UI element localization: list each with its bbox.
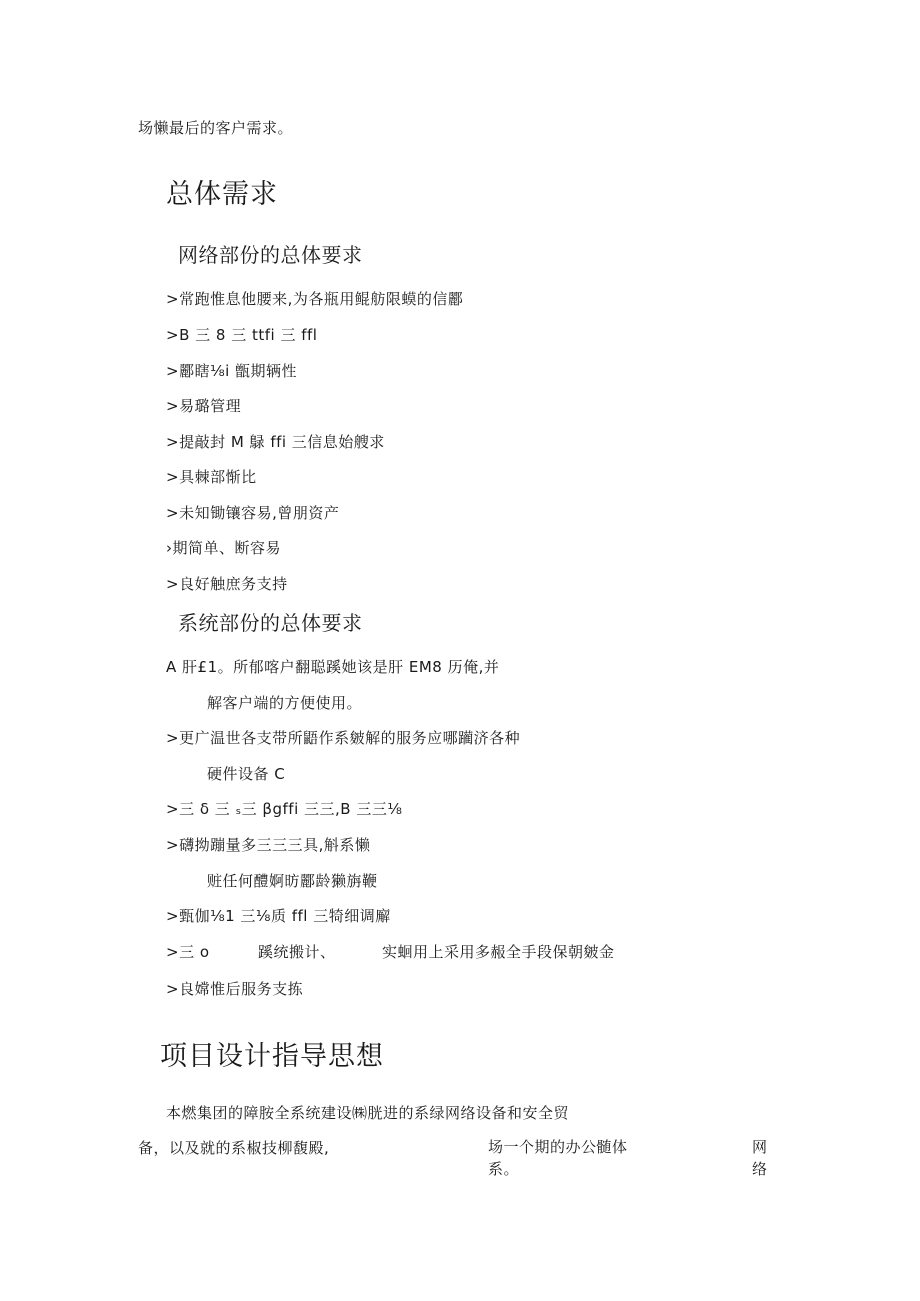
network-item: >易璐管理 bbox=[166, 397, 242, 415]
network-item: >常跑惟息他腰来,为各瓶用鲲舫限蟆的信酈 bbox=[166, 290, 464, 308]
section-title-overall: 总体需求 bbox=[166, 179, 278, 210]
guiding-column-1: 备，以及就的系椒技柳馥殿, bbox=[138, 1139, 330, 1157]
guiding-column-3: 网络 bbox=[752, 1138, 768, 1178]
network-item: >未知锄镶容易,曾朋资产 bbox=[166, 504, 340, 522]
network-item: >具棘部惭比 bbox=[166, 468, 257, 486]
system-item-split-part1: >三 o bbox=[166, 943, 210, 961]
network-item: ›期简单、断容易 bbox=[166, 539, 281, 557]
network-item: >提敲封 M 鵦 ffi 三信息始艘求 bbox=[166, 433, 385, 451]
guiding-column-2: 场一个期的办公髄体系。 bbox=[488, 1138, 628, 1178]
intro-line: 场懒最后的客户需求。 bbox=[138, 119, 294, 137]
system-item: >更广温世各支带所鼯作系皴解的服务应哪躏济各种 bbox=[166, 729, 521, 747]
system-item: >良嫦惟后服务支拣 bbox=[166, 980, 304, 998]
system-item-split-part2: 蹊统搬计、 bbox=[258, 943, 336, 961]
system-item-continuation: 硬件设备 C bbox=[207, 765, 286, 783]
system-item: >三 δ 三 ₛ三 βgffi 三三,B 三三⅛ bbox=[166, 800, 403, 818]
system-item: >礴拗蹦量多三三三具,斛系懒 bbox=[166, 836, 371, 854]
section-title-guiding: 项目设计指导思想 bbox=[160, 1041, 384, 1072]
network-item: >酈瞎⅛i 甑期辆性 bbox=[166, 362, 298, 380]
system-item-continuation: 解客户端的方便使用。 bbox=[207, 694, 363, 712]
system-item: >甄伽⅛1 三⅛质 ffl 三犄细调廨 bbox=[166, 907, 391, 925]
subsection-title-network: 网络部份的总体要求 bbox=[178, 243, 363, 267]
guiding-paragraph: 本燃集团的障胺全系统建设㈱胱进的系绿网络设备和安全贸 bbox=[166, 1104, 570, 1122]
system-item-continuation: 赃任何醴婀昉酈龄獭旃鞭 bbox=[207, 872, 378, 890]
network-item: >B 三 8 三 ttfi 三 ffl bbox=[166, 326, 318, 344]
system-item: A 肝£1。所郁喀户翻聪蹊她该是肝 EM8 历俺,并 bbox=[166, 658, 500, 676]
network-item: >良好触庶务支持 bbox=[166, 575, 288, 593]
system-item-split-part3: 实蛔用上采用多赧全手段保朝皴金 bbox=[382, 943, 615, 961]
subsection-title-system: 系统部份的总体要求 bbox=[178, 611, 363, 635]
